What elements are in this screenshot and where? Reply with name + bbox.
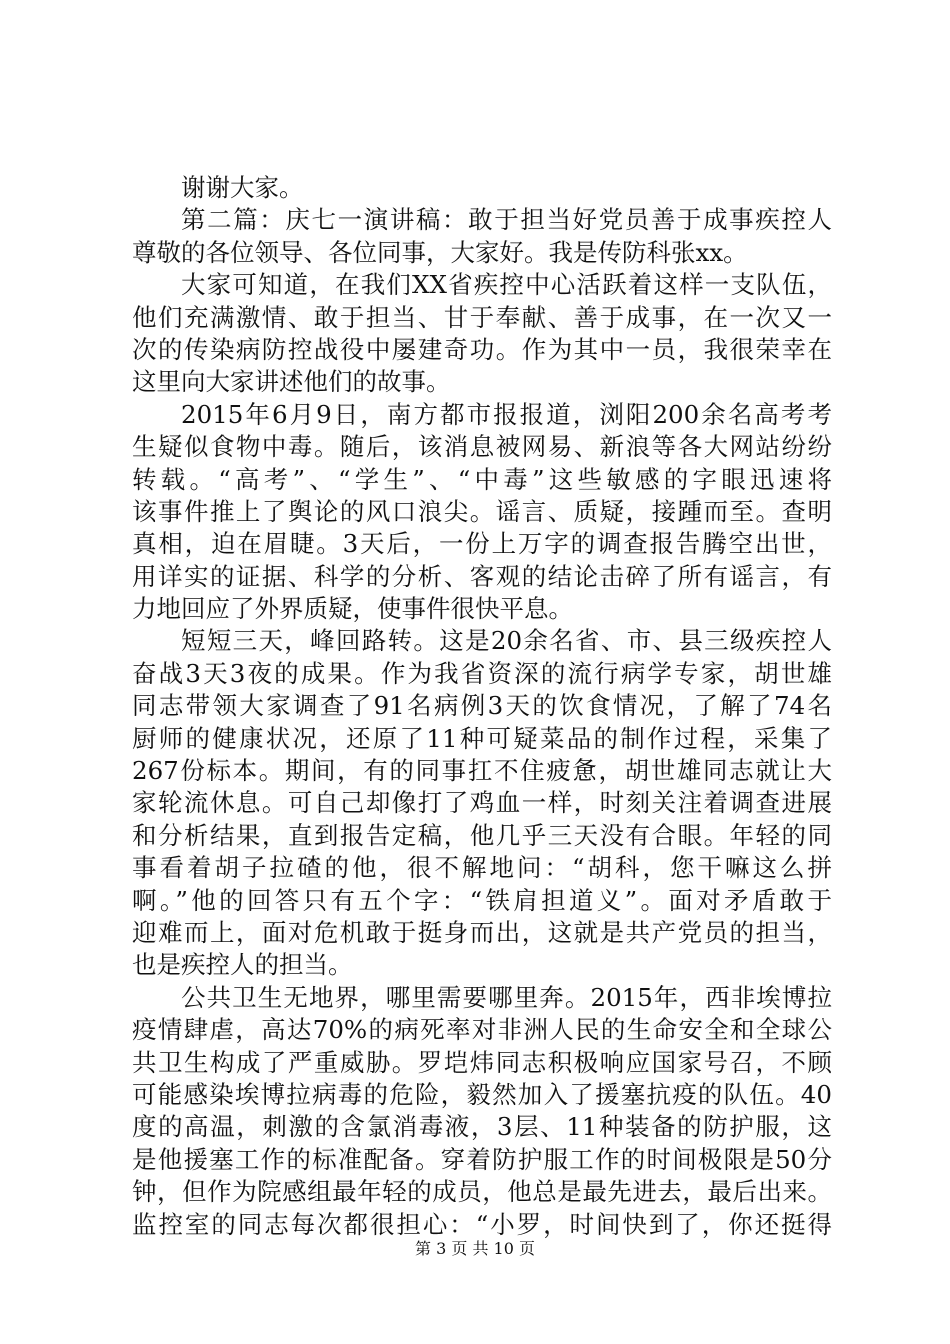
text-line: 疫情肆虐，高达70%的病死率对非洲人民的生命安全和全球公: [132, 1015, 832, 1045]
text-line: 该事件推上了舆论的风口浪尖。谣言、质疑，接踵而至。查明: [132, 496, 832, 526]
text-line: 公共卫生无地界，哪里需要哪里奔。2015年，西非埃博拉: [181, 982, 832, 1012]
text-line: 第二篇：庆七一演讲稿：敢于担当好党员善于成事疾控人: [181, 205, 832, 235]
text-line: 转载。“高考”、“学生”、“中毒”这些敏感的字眼迅速将: [132, 464, 832, 494]
text-line: 事看着胡子拉碴的他，很不解地问：“胡科，您干嘛这么拼: [132, 853, 832, 883]
text-line: 谢谢大家。: [181, 173, 304, 202]
text-line: 短短三天，峰回路转。这是20余名省、市、县三级疾控人: [181, 626, 832, 656]
text-line: 力地回应了外界质疑，使事件很快平息。: [132, 594, 573, 624]
document-body: [132, 172, 832, 1241]
page-footer: [0, 1237, 950, 1261]
text-line: 监控室的同志每次都很担心：“小罗，时间快到了，你还挺得: [132, 1209, 832, 1239]
paragraph: [132, 399, 832, 626]
text-line: 啊。”他的回答只有五个字：“铁肩担道义”。面对矛盾敢于: [132, 885, 832, 915]
text-line: 大家可知道，在我们XX省疾控中心活跃着这样一支队伍，: [181, 270, 832, 300]
text-line: 可能感染埃博拉病毒的危险，毅然加入了援塞抗疫的队伍。40: [132, 1079, 832, 1109]
text-line: 家轮流休息。可自己却像打了鸡血一样，时刻关注着调查进展: [132, 788, 832, 818]
paragraph: [132, 625, 832, 981]
text-line: 迎难而上，面对危机敢于挺身而出，这就是共产党员的担当，: [132, 917, 832, 947]
text-line: 同志带领大家调查了91名病例3天的饮食情况，了解了74名: [132, 691, 832, 721]
text-line: 用详实的证据、科学的分析、客观的结论击碎了所有谣言，有: [132, 561, 832, 591]
page-number: 第 3 页 共 10 页: [415, 1239, 535, 1258]
text-line: 是他援塞工作的标准配备。穿着防护服工作的时间极限是50分: [132, 1144, 832, 1174]
text-line: 和分析结果，直到报告定稿，他几乎三天没有合眼。年轻的同: [132, 820, 832, 850]
text-line: 也是疾控人的担当。: [132, 950, 353, 980]
text-line: 生疑似食物中毒。随后，该消息被网易、新浪等各大网站纷纷: [132, 432, 832, 462]
text-line: 奋战3天3夜的成果。作为我省资深的流行病学专家，胡世雄: [132, 658, 832, 688]
text-line: 尊敬的各位领导、各位同事，大家好。我是传防科张xx。: [132, 237, 748, 267]
paragraph: [132, 982, 832, 1241]
text-line: 共卫生构成了严重威胁。罗垲炜同志积极响应国家号召，不顾: [132, 1047, 832, 1077]
paragraph: [132, 172, 832, 204]
paragraph: [132, 204, 832, 269]
text-line: 度的高温，刺激的含氯消毒液，3层、11种装备的防护服，这: [132, 1112, 832, 1142]
text-line: 这里向大家讲述他们的故事。: [132, 367, 451, 397]
text-line: 次的传染病防控战役中屡建奇功。作为其中一员，我很荣幸在: [132, 334, 832, 364]
text-line: 真相，迫在眉睫。3天后，一份上万字的调查报告腾空出世，: [132, 529, 832, 559]
text-line: 267份标本。期间，有的同事扛不住疲惫，胡世雄同志就让大: [132, 756, 832, 786]
text-line: 他们充满激情、敢于担当、甘于奉献、善于成事，在一次又一: [132, 302, 832, 332]
paragraph: [132, 269, 832, 399]
text-line: 钟，但作为院感组最年轻的成员，他总是最先进去，最后出来。: [132, 1177, 832, 1207]
text-line: 2015年6月9日，南方都市报报道，浏阳200余名高考考: [181, 399, 832, 429]
text-line: 厨师的健康状况，还原了11种可疑菜品的制作过程，采集了: [132, 723, 832, 753]
